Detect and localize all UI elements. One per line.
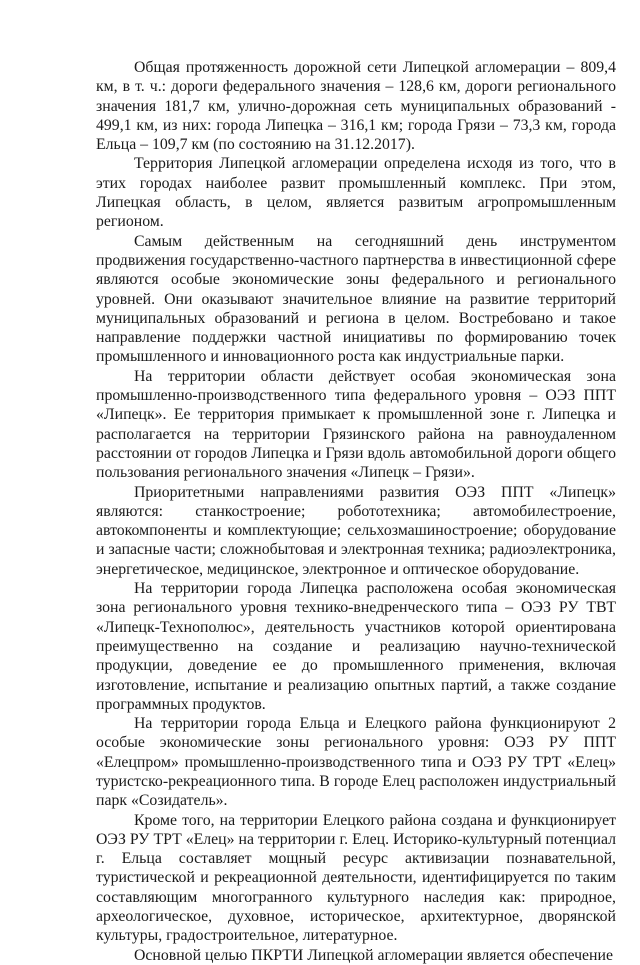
paragraph-oez-priorities: Приоритетными направлениями развития ОЭЗ ППТ «Липецк» являются: станкостроение; робототехника; автомобилестроение, автокомпоненты и комплектующие; сельхозмашиностроение; оборудование и запасные части; сложнобытовая и электронная техника; радиоэлектроника, энергетическое, медицинское, электронное и оптическое оборудование. xyxy=(96,483,616,578)
paragraph-lipetsk-technopolis: На территории города Липецка расположена особая экономическая зона регионального уровня технико-внедренческого типа – ОЭЗ РУ ТВТ «Липецк-Технополюс», деятельность участников которой ориентирована преимущественно на создание и реализацию научно-технической продукции, доведение ее до промышленного применения, включая изготовление, испытание и реализацию опытных партий, а также создание программных продуктов. xyxy=(96,580,616,713)
paragraph-oez-lipetsk: На территории области действует особая экономическая зона промышленно-производственного типа федерального уровня – ОЭЗ ППТ «Липецк». Ее территория примыкает к промышленной зоне г. Липецка и располагается на территории Грязинского района на равноудаленном расстоянии от городов Липецка и Грязи вдоль автомобильной дороги общего пользования регионального значения «Липецк – Грязи». xyxy=(96,367,616,482)
paragraph-economic-zones-tool: Самым действенным на сегодняшний день инструментом продвижения государственно-частного партнерства в инвестиционной сфере являются особые экономические зоны федерального и регионального уровней. Они оказывают значительное влияние на развитие территорий муниципальных образований и региона в целом. Востребовано и такое направление поддержки частной инициативы по формированию точек промышленного и инновационного роста как индустриальные парки. xyxy=(96,232,616,366)
paragraph-road-network: Общая протяженность дорожной сети Липецкой агломерации – 809,4 км, в т. ч.: дороги федерального значения – 128,6 км, дороги регионального значения 181,7 км, улично-дорожная сеть муниципальных образований - 499,1 км, из них: города Липецка – 316,1 км; города Грязи – 73,3 км, города Ельца – 109,7 км (по состоянию на 31.12.2017). xyxy=(96,59,616,154)
paragraph-agglomeration-territory: Территория Липецкой агломерации определена исходя из того, что в этих городах наиболее развит промышленный комплекс. При этом, Липецкая область, в целом, является развитым агропромышленным регионом. xyxy=(96,155,616,231)
paragraph-yelets-heritage: Кроме того, на территории Елецкого района создана и функционирует ОЭЗ РУ ТРТ «Елец» на территории г. Елец. Историко-культурный потенциал г. Ельца составляет мощный ресурс активизации познавательной, туристической и рекреационной деятельности, идентифицируется по таким составляющим многогранного культурного наследия как: природное, археологическое, духовное, историческое, архитектурное, дворянской культуры, градостроительное, литературное. xyxy=(96,811,616,945)
paragraph-yelets-zones: На территории города Ельца и Елецкого района функционируют 2 особые экономические зоны регионального уровня: ОЭЗ РУ ППТ «Елецпром» промышленно-производственного типа и ОЭЗ РУ ТРТ «Елец» туристско-рекреационного типа. В городе Елец расположен индустриальный парк «Созидатель». xyxy=(96,715,616,810)
document-page xyxy=(96,58,616,965)
paragraph-main-goal: Основной целью ПКРТИ Липецкой агломерации является обеспечение xyxy=(134,946,613,964)
